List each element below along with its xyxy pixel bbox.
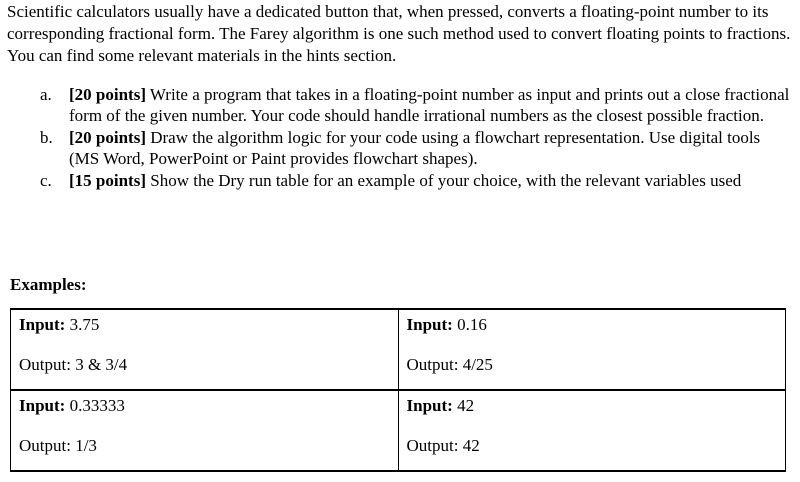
table-row — [11, 309, 786, 349]
example-output-cell: Output: 3 & 3/4 — [11, 349, 399, 390]
part-letter: c. — [40, 171, 52, 190]
input-label: Input: — [406, 396, 453, 415]
examples-heading: Examples: — [10, 275, 87, 294]
part-text: Draw the algorithm logic for your code using a flowchart representation. Use digital tools (MS Word, PowerPoint or Paint provides flowchart shapes). — [69, 128, 761, 168]
input-label: Input: — [406, 315, 453, 334]
part-points: [15 points] — [69, 171, 146, 190]
question-part-c — [40, 170, 790, 191]
example-input-cell — [11, 309, 399, 349]
question-part-b — [40, 127, 790, 169]
part-letter: a. — [40, 85, 52, 104]
input-label: Input: — [19, 315, 66, 334]
table-row — [11, 430, 786, 471]
part-text: Write a program that takes in a floating-point number as input and prints out a close fractional form of the given number. Your code should handle irrational numbers as the closest possible fraction. — [69, 85, 790, 125]
question-part-a — [40, 84, 790, 126]
part-letter: b. — [40, 128, 53, 147]
example-output-cell: Output: 42 — [398, 430, 786, 471]
intro-paragraph: Scientific calculators usually have a dedicated button that, when pressed, converts a floating-point number to its corresponding fractional form. The Farey algorithm is one such method used to convert floating points to fractions. You can find some relevant materials in the hints section. — [7, 2, 791, 65]
input-label: Input: — [19, 396, 66, 415]
input-value: 0.33333 — [65, 396, 125, 415]
table-row — [11, 390, 786, 430]
example-output-cell: Output: 4/25 — [398, 349, 786, 390]
input-value: 42 — [452, 396, 475, 415]
input-value: 3.75 — [65, 315, 100, 334]
part-text: Show the Dry run table for an example of your choice, with the relevant variables used — [145, 171, 742, 190]
part-points: [20 points] — [69, 128, 146, 147]
example-input-cell — [398, 309, 786, 349]
example-input-cell — [11, 390, 399, 430]
example-output-cell: Output: 1/3 — [11, 430, 399, 471]
input-value: 0.16 — [452, 315, 487, 334]
question-parts-list — [40, 84, 790, 192]
example-input-cell — [398, 390, 786, 430]
part-points: [20 points] — [69, 85, 146, 104]
examples-table — [10, 308, 786, 472]
table-row — [11, 349, 786, 390]
